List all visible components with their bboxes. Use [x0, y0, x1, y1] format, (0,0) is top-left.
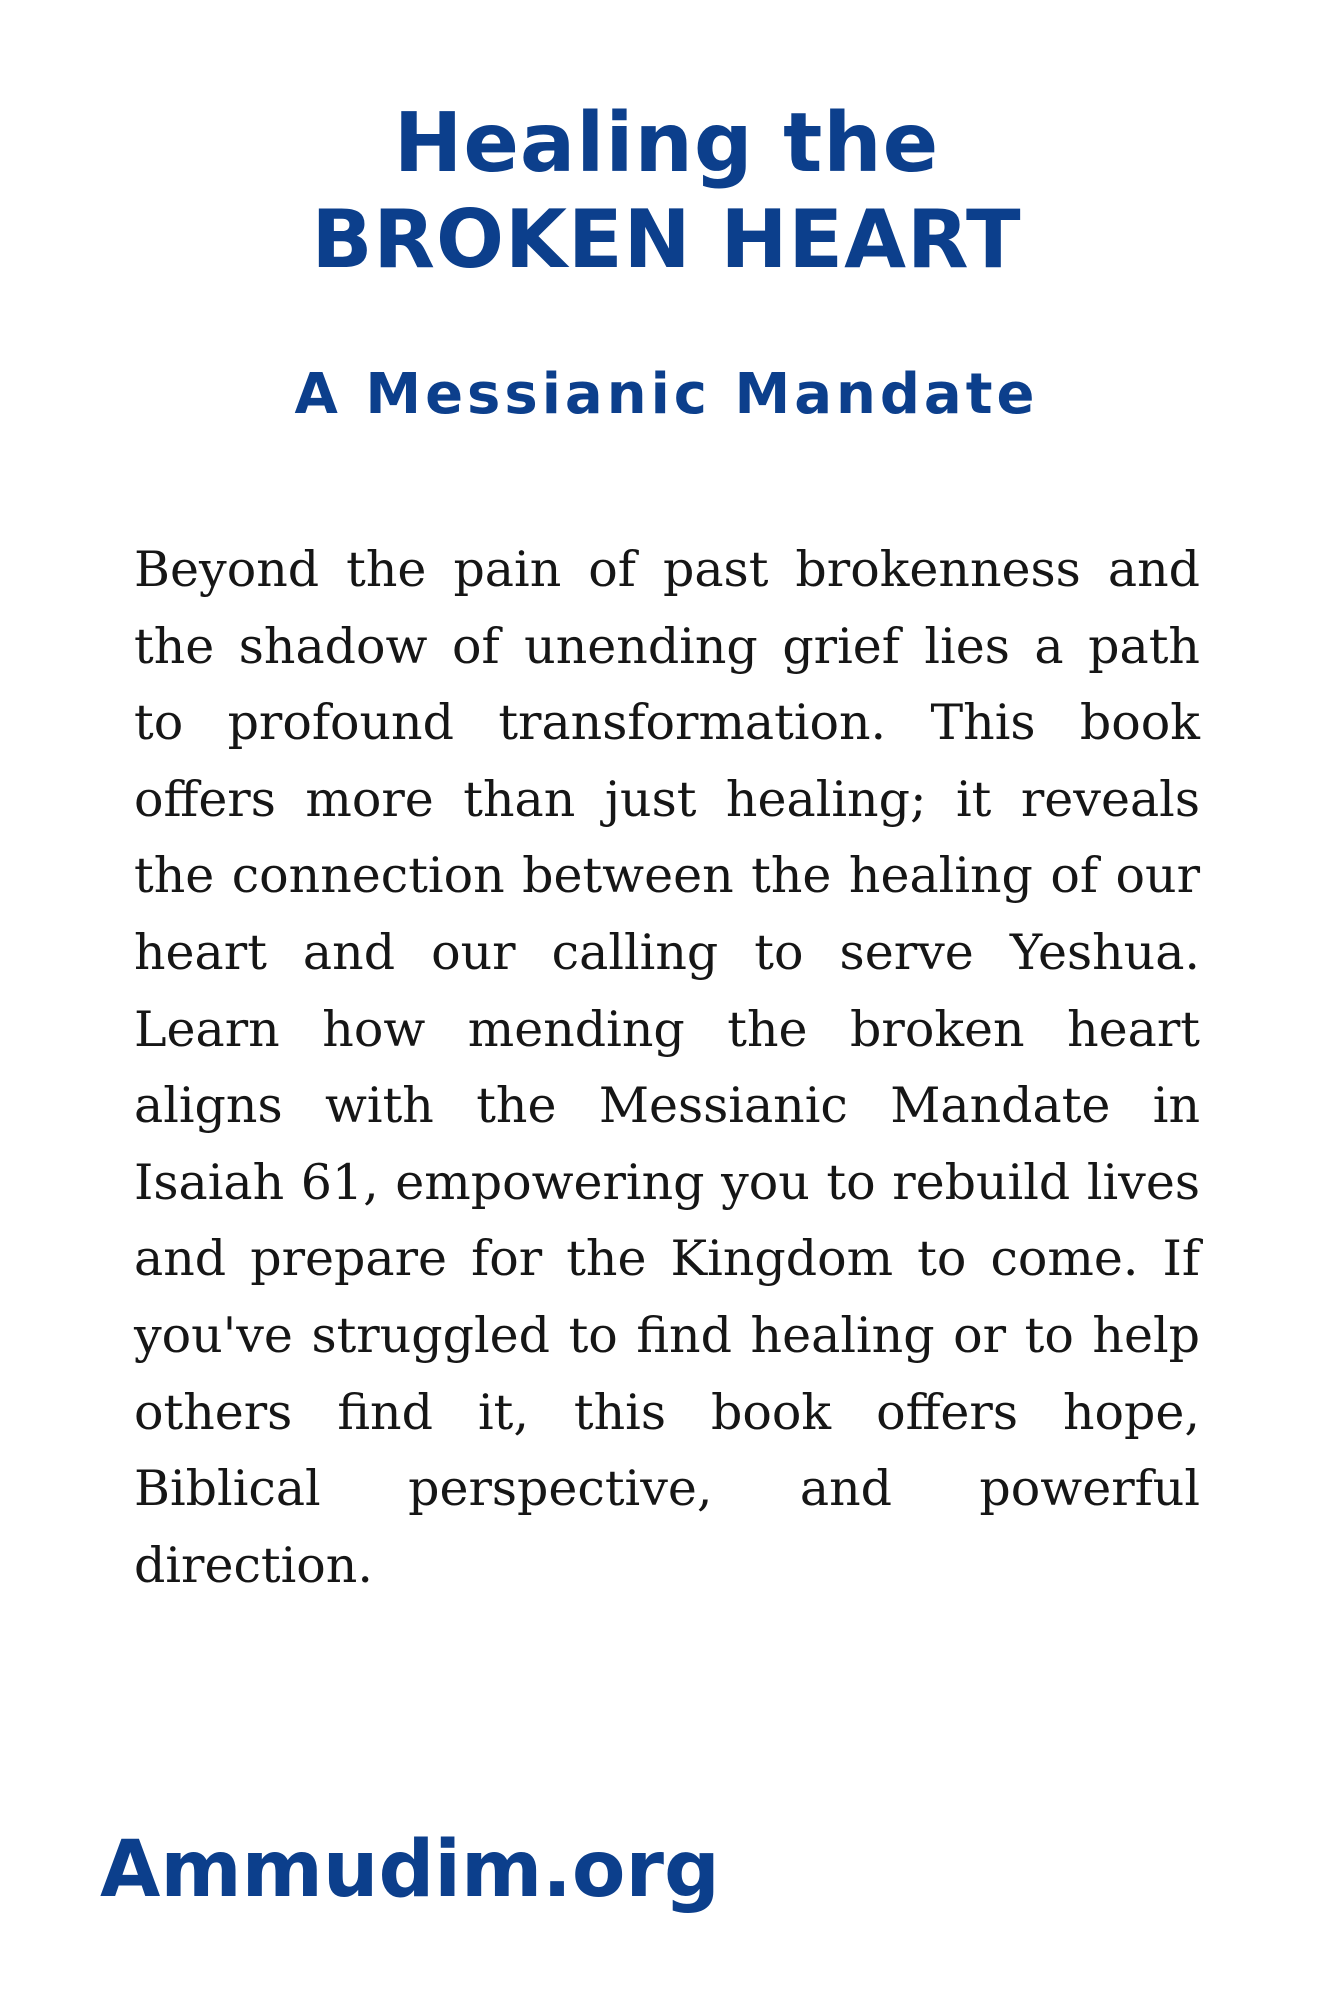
title-line-2: BROKEN HEART [311, 193, 1022, 286]
publisher-website: Ammudim.org [100, 1825, 720, 1915]
book-title [0, 96, 1333, 288]
book-description: Beyond the pain of past brokenness and the shadow of unending grief lies a path to profound transformation. This book offers more than just healing; it reveals the connection between the healing of our heart and our calling to serve Yeshua. Learn how mending the broken heart aligns with the Messianic Mandate in Isaiah 61, empowering you to rebuild lives and prepare for the Kingdom to come. If you've struggled to find healing or to help others find it, this book offers hope, Biblical perspective, and powerful direction. [134, 541, 1200, 1594]
book-subtitle: A Messianic Mandate [294, 362, 1039, 427]
title-line-1: Healing the [393, 96, 940, 191]
